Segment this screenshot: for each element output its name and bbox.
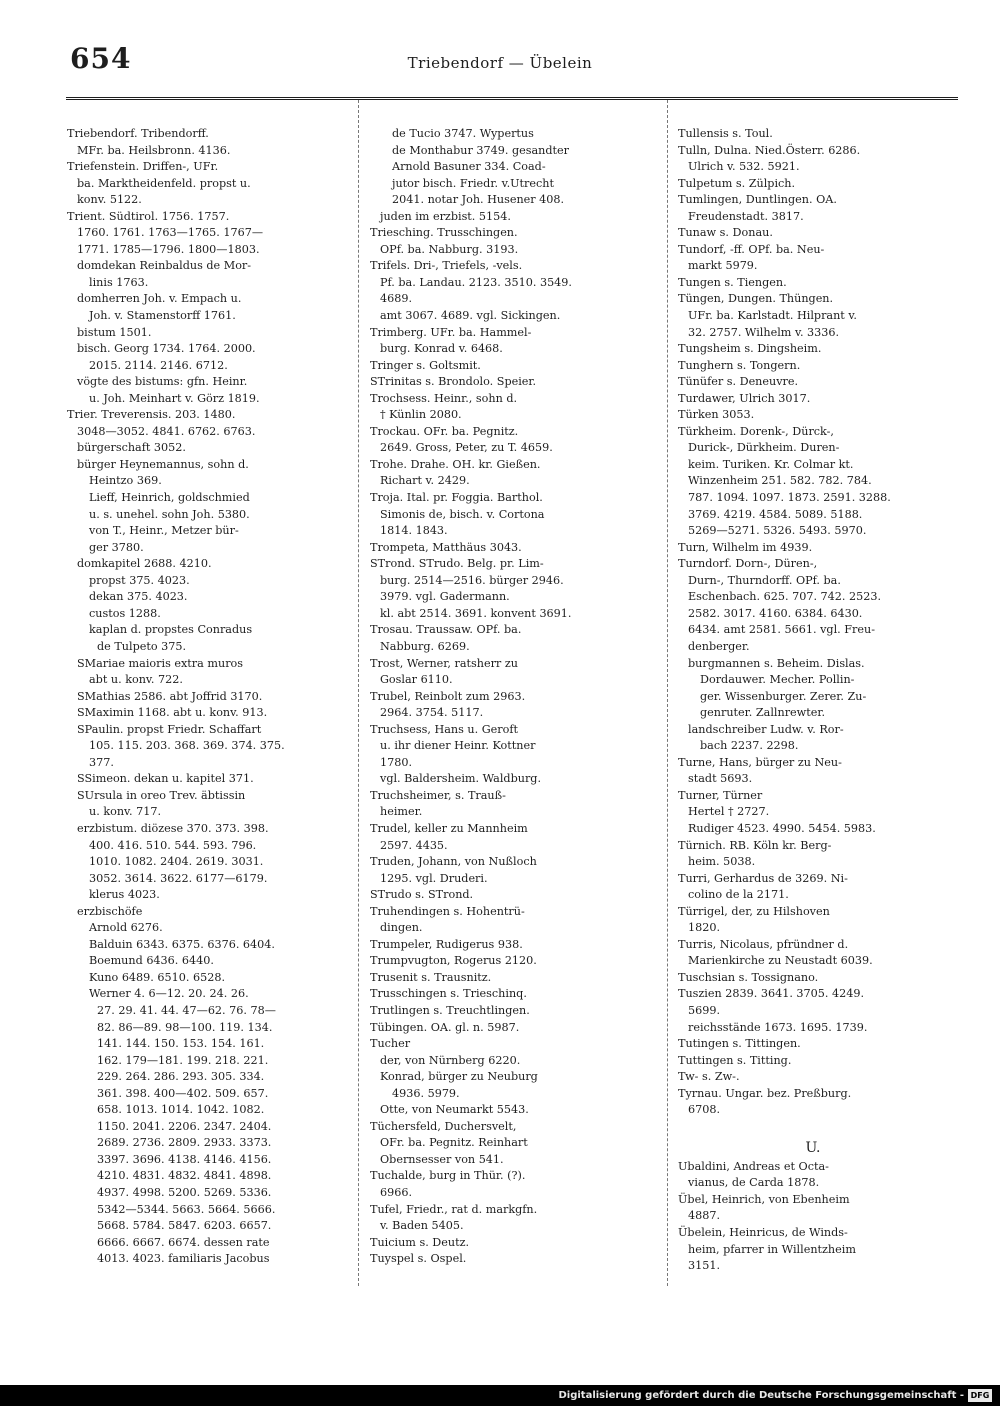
column-divider <box>667 100 668 1286</box>
index-entry: Tundorf, -ff. OPf. ba. Neu- <box>678 242 825 256</box>
index-subline: 5342—5344. 5663. 5664. 5666. <box>97 1202 276 1216</box>
index-subline: von T., Heinr., Metzer bür- <box>89 524 239 538</box>
index-subline: vgl. Baldersheim. Waldburg. <box>380 772 542 786</box>
index-subline: propst 375. 4023. <box>89 573 190 587</box>
index-subline: Freudenstadt. 3817. <box>688 209 804 223</box>
column-divider <box>358 100 359 1286</box>
index-entry: Turn, Wilhelm im 4939. <box>678 540 813 554</box>
index-subline: Konrad, bürger zu Neuburg <box>380 1070 538 1084</box>
index-subline: landschreiber Ludw. v. Ror- <box>688 722 844 736</box>
index-subline: v. Baden 5405. <box>380 1219 464 1233</box>
index-subline: ba. Marktheidenfeld. propst u. <box>77 176 251 190</box>
index-entry: Triesching. Trusschingen. <box>370 226 518 240</box>
index-subline: SMariae maioris extra muros <box>77 656 244 670</box>
index-subline: SSimeon. dekan u. kapitel 371. <box>77 772 254 786</box>
index-entry: Triebendorf. Tribendorff. <box>67 127 209 140</box>
index-subline: de Monthabur 3749. gesandter <box>392 143 569 157</box>
digitization-footer <box>0 1385 1000 1406</box>
index-subline: 2582. 3017. 4160. 6384. 6430. <box>688 606 863 620</box>
index-entry: Trutlingen s. Treuchtlingen. <box>370 1003 530 1017</box>
index-subline: u. s. unehel. sohn Joh. 5380. <box>89 507 250 521</box>
running-title: Triebendorf — Übelein <box>407 54 593 72</box>
index-entry: Ubaldini, Andreas et Octa- <box>678 1159 829 1173</box>
index-subline: colino de la 2171. <box>688 888 789 902</box>
index-subline: burg. Konrad v. 6468. <box>380 342 503 356</box>
section-gap <box>678 1119 948 1137</box>
index-entry: Trosau. Traussaw. OPf. ba. <box>370 623 522 637</box>
index-entry: Tungen s. Tiengen. <box>678 275 787 289</box>
index-subline: Obernsesser von 541. <box>380 1152 504 1166</box>
index-entry: Truchsess, Hans u. Geroft <box>370 722 518 736</box>
index-subline: Arnold Basuner 334. Coad- <box>392 160 546 174</box>
index-subline: 5668. 5784. 5847. 6203. 6657. <box>97 1219 272 1233</box>
index-subline: SMathias 2586. abt Joffrid 3170. <box>77 689 263 703</box>
index-subline: Goslar 6110. <box>380 673 453 687</box>
index-subline: Eschenbach. 625. 707. 742. 2523. <box>688 590 882 604</box>
index-subline: reichsstände 1673. 1695. 1739. <box>688 1020 868 1034</box>
index-column-2 <box>370 126 640 1268</box>
index-subline: Winzenheim 251. 582. 782. 784. <box>688 474 872 488</box>
index-entry: Trochsess. Heinr., sohn d. <box>370 391 518 405</box>
index-subline: SMaximin 1168. abt u. konv. 913. <box>77 706 268 720</box>
index-entry: Turri, Gerhardus de 3269. Ni- <box>678 871 848 885</box>
index-subline: domdekan Reinbaldus de Mor- <box>77 259 252 273</box>
index-subline: burg. 2514—2516. bürger 2946. <box>380 573 564 587</box>
index-subline: custos 1288. <box>89 606 161 620</box>
index-entry: Triefenstein. Driffen-, UFr. <box>67 160 219 174</box>
index-subline: Arnold 6276. <box>89 921 163 935</box>
index-entry: Trusenit s. Trausnitz. <box>370 970 492 984</box>
index-subline: 1150. 2041. 2206. 2347. 2404. <box>97 1119 272 1133</box>
index-subline: Otte, von Neumarkt 5543. <box>380 1103 529 1117</box>
index-subline: 141. 144. 150. 153. 154. 161. <box>97 1037 265 1051</box>
index-subline: Rudiger 4523. 4990. 5454. 5983. <box>688 821 876 835</box>
index-entry: Trudel, keller zu Mannheim <box>370 821 528 835</box>
index-subline: 3979. vgl. Gadermann. <box>380 590 510 604</box>
index-entry: Tw- s. Zw-. <box>678 1070 740 1084</box>
index-subline: 3048—3052. 4841. 6762. 6763. <box>77 424 256 438</box>
index-entry: Tungsheim s. Dingsheim. <box>678 342 822 356</box>
footer-credit: Digitalisierung gefördert durch die Deutsche Forschungsgemeinschaft - <box>558 1390 964 1401</box>
index-subline: 1814. 1843. <box>380 524 448 538</box>
index-subline: 6708. <box>688 1103 721 1117</box>
index-subline: domherren Joh. v. Empach u. <box>77 292 242 306</box>
index-subline: heim. 5038. <box>688 855 756 869</box>
index-subline: † Künlin 2080. <box>380 408 462 422</box>
index-subline: 2041. notar Joh. Husener 408. <box>392 193 565 207</box>
index-subline: 6966. <box>380 1186 413 1199</box>
index-subline: ger 3780. <box>89 540 144 554</box>
index-entry: Tübingen. OA. gl. n. 5987. <box>370 1020 520 1034</box>
index-subline: 787. 1094. 1097. 1873. 2591. 3288. <box>688 491 891 505</box>
index-subline: 4936. 5979. <box>392 1086 460 1100</box>
index-subline: 6666. 6667. 6674. dessen rate <box>97 1235 270 1249</box>
index-subline: 82. 86—89. 98—100. 119. 134. <box>97 1020 273 1034</box>
index-entry: Tyrnau. Ungar. bez. Preßburg. <box>678 1086 852 1100</box>
index-entry: Turndorf. Dorn-, Düren-, <box>678 557 818 571</box>
index-entry: Tufel, Friedr., rat d. markgfn. <box>370 1202 538 1216</box>
index-subline: u. ihr diener Heinr. Kottner <box>380 739 536 753</box>
index-subline: heimer. <box>380 805 423 819</box>
index-entry: Übel, Heinrich, von Ebenheim <box>678 1192 850 1206</box>
index-subline: 162. 179—181. 199. 218. 221. <box>97 1053 269 1067</box>
index-subline: 32. 2757. Wilhelm v. 3336. <box>688 325 840 339</box>
index-subline: linis 1763. <box>89 275 149 289</box>
index-subline: Richart v. 2429. <box>380 474 470 488</box>
index-subline: bach 2237. 2298. <box>700 739 799 753</box>
index-entry: Türken 3053. <box>678 408 755 422</box>
index-entry: Türkheim. Dorenk-, Dürck-, <box>678 424 834 438</box>
index-subline: klerus 4023. <box>89 888 160 902</box>
index-subline: abt u. konv. 722. <box>89 673 183 687</box>
index-subline: keim. Turiken. Kr. Colmar kt. <box>688 457 854 471</box>
index-subline: dingen. <box>380 921 423 935</box>
index-subline: 27. 29. 41. 44. 47—62. 76. 78— <box>97 1003 276 1017</box>
index-subline: 229. 264. 286. 293. 305. 334. <box>97 1070 265 1084</box>
index-entry: Trohe. Drahe. OH. kr. Gießen. <box>370 457 541 471</box>
index-subline: UFr. ba. Karlstadt. Hilprant v. <box>688 309 857 323</box>
index-entry: Übelein, Heinricus, de Winds- <box>678 1226 848 1239</box>
index-subline: vianus, de Carda 1878. <box>688 1176 820 1190</box>
index-entry: Truden, Johann, von Nußloch <box>370 855 537 869</box>
index-subline: dekan 375. 4023. <box>89 590 188 604</box>
index-subline: Ulrich v. 532. 5921. <box>688 160 800 174</box>
section-heading: U. <box>805 1139 821 1156</box>
index-subline: 105. 115. 203. 368. 369. 374. 375. <box>89 739 285 753</box>
index-subline: 1760. 1761. 1763—1765. 1767— <box>77 226 264 240</box>
index-subline: 2597. 4435. <box>380 838 448 852</box>
index-subline: jutor bisch. Friedr. v.Utrecht <box>392 176 554 190</box>
index-subline: burgmannen s. Beheim. Dislas. <box>688 656 865 670</box>
index-subline: MFr. ba. Heilsbronn. 4136. <box>77 143 231 157</box>
header-rule <box>66 97 958 100</box>
index-subline: denberger. <box>688 639 750 653</box>
index-entry: Türnich. RB. Köln kr. Berg- <box>678 838 832 852</box>
index-entry: Tulln, Dulna. Nied.Österr. 6286. <box>678 143 861 157</box>
index-entry: Trifels. Dri-, Triefels, -vels. <box>370 259 523 273</box>
index-entry: Tulpetum s. Zülpich. <box>678 176 796 190</box>
index-subline: bistum 1501. <box>77 325 152 339</box>
index-subline: kaplan d. propstes Conradus <box>89 623 253 637</box>
index-subline: Marienkirche zu Neustadt 6039. <box>688 954 873 968</box>
index-subline: markt 5979. <box>688 259 758 273</box>
index-subline: u. Joh. Meinhart v. Görz 1819. <box>89 391 260 405</box>
index-entry: Tunghern s. Tongern. <box>678 358 801 372</box>
index-subline: de Tucio 3747. Wypertus <box>392 127 534 140</box>
index-entry: STrond. STrudo. Belg. pr. Lim- <box>370 557 544 571</box>
index-subline: der, von Nürnberg 6220. <box>380 1053 521 1067</box>
index-entry: Tünüfer s. Deneuvre. <box>678 375 799 389</box>
index-subline: Durick-, Dürkheim. Duren- <box>688 441 840 455</box>
index-entry: Tüchersfeld, Duchersvelt, <box>370 1119 517 1133</box>
index-subline: 1295. vgl. Druderi. <box>380 871 488 885</box>
index-subline: OPf. ba. Nabburg. 3193. <box>380 242 519 256</box>
index-entry: Tutingen s. Tittingen. <box>678 1037 801 1051</box>
index-subline: genruter. Zallnrewter. <box>700 706 826 720</box>
index-subline: heim, pfarrer in Willentzheim <box>688 1242 856 1256</box>
index-subline: 5269—5271. 5326. 5493. 5970. <box>688 524 867 538</box>
index-entry: Tuicium s. Deutz. <box>370 1235 470 1249</box>
index-entry: Tunaw s. Donau. <box>678 226 773 240</box>
index-subline: Dordauwer. Mecher. Pollin- <box>700 673 855 687</box>
index-entry: Turdawer, Ulrich 3017. <box>678 391 811 405</box>
index-subline: domkapitel 2688. 4210. <box>77 557 212 571</box>
index-entry: Tuchalde, burg in Thür. (?). <box>370 1169 526 1183</box>
index-entry: Tullensis s. Toul. <box>678 127 773 140</box>
index-subline: Joh. v. Stamenstorff 1761. <box>89 309 236 323</box>
page-number: 654 <box>70 42 132 75</box>
index-entry: Tucher <box>370 1037 411 1051</box>
index-entry: Türrigel, der, zu Hilshoven <box>678 904 830 918</box>
index-subline: Balduin 6343. 6375. 6376. 6404. <box>89 937 275 951</box>
index-subline: 6434. amt 2581. 5661. vgl. Freu- <box>688 623 875 637</box>
index-entry: Tüngen, Dungen. Thüngen. <box>678 292 834 306</box>
index-subline: kl. abt 2514. 3691. konvent 3691. <box>380 606 572 620</box>
index-subline: konv. 5122. <box>77 193 142 207</box>
index-subline: Kuno 6489. 6510. 6528. <box>89 970 226 984</box>
index-entry: Turris, Nicolaus, pfründner d. <box>678 937 849 951</box>
index-subline: Boemund 6436. 6440. <box>89 954 214 968</box>
index-subline: 658. 1013. 1014. 1042. 1082. <box>97 1103 265 1117</box>
index-subline: bürgerschaft 3052. <box>77 441 186 455</box>
index-subline: amt 3067. 4689. vgl. Sickingen. <box>380 309 561 323</box>
index-subline: Heintzo 369. <box>89 474 162 488</box>
index-subline: 2689. 2736. 2809. 2933. 3373. <box>97 1136 272 1150</box>
dfg-logo-icon: DFG <box>968 1389 992 1402</box>
index-subline: erzbischöfe <box>77 904 143 918</box>
index-entry: STrinitas s. Brondolo. Speier. <box>370 375 537 389</box>
index-entry: Trompeta, Matthäus 3043. <box>370 540 522 554</box>
index-subline: SPaulin. propst Friedr. Schaffart <box>77 722 262 736</box>
index-subline: juden im erzbist. 5154. <box>380 209 511 223</box>
index-entry: Trusschingen s. Trieschinq. <box>370 987 527 1001</box>
index-subline: 3769. 4219. 4584. 5089. 5188. <box>688 507 863 521</box>
index-subline: Durn-, Thurndorff. OPf. ba. <box>688 573 841 587</box>
index-entry: Truhendingen s. Hohentrü- <box>370 904 525 918</box>
index-subline: 2649. Gross, Peter, zu T. 4659. <box>380 441 553 455</box>
index-subline: 361. 398. 400—402. 509. 657. <box>97 1086 269 1100</box>
index-entry: Turner, Türner <box>678 788 763 802</box>
index-subline: 2015. 2114. 2146. 6712. <box>89 358 228 372</box>
index-entry: Trumpeler, Rudigerus 938. <box>370 937 523 951</box>
index-subline: OFr. ba. Pegnitz. Reinhart <box>380 1136 528 1150</box>
index-subline: 4689. <box>380 292 413 306</box>
index-subline: 1771. 1785—1796. 1800—1803. <box>77 242 260 256</box>
index-subline: ger. Wissenburger. Zerer. Zu- <box>700 689 867 703</box>
index-entry: Tumlingen, Duntlingen. OA. <box>678 193 837 207</box>
index-column-3 <box>678 126 948 1275</box>
index-subline: erzbistum. diözese 370. 373. 398. <box>77 821 269 835</box>
index-entry: Trost, Werner, ratsherr zu <box>370 656 518 670</box>
index-column-1 <box>67 126 337 1268</box>
index-entry: Trimberg. UFr. ba. Hammel- <box>370 325 532 339</box>
index-subline: Pf. ba. Landau. 2123. 3510. 3549. <box>380 275 572 289</box>
index-subline: Werner 4. 6—12. 20. 24. 26. <box>89 987 249 1001</box>
index-subline: Nabburg. 6269. <box>380 639 470 653</box>
index-subline: 2964. 3754. 5117. <box>380 706 484 720</box>
index-entry: Tuschsian s. Tossignano. <box>678 970 819 984</box>
index-subline: 400. 416. 510. 544. 593. 796. <box>89 838 257 852</box>
index-entry: Troja. Ital. pr. Foggia. Barthol. <box>370 491 543 505</box>
index-entry: Turne, Hans, bürger zu Neu- <box>678 755 842 769</box>
index-subline: 4887. <box>688 1209 721 1223</box>
index-subline: bisch. Georg 1734. 1764. 2000. <box>77 342 256 356</box>
index-entry: Tuszien 2839. 3641. 3705. 4249. <box>678 987 865 1001</box>
index-entry: STrudo s. STrond. <box>370 888 474 902</box>
index-entry: Tuyspel s. Ospel. <box>370 1252 467 1266</box>
index-entry: Truchsheimer, s. Trauß- <box>370 788 506 802</box>
index-subline: 377. <box>89 755 114 769</box>
index-subline: 5699. <box>688 1003 721 1017</box>
index-subline: SUrsula in oreo Trev. äbtissin <box>77 788 246 802</box>
index-subline: de Tulpeto 375. <box>97 639 187 653</box>
index-entry: Tuttingen s. Titting. <box>678 1053 792 1067</box>
index-entry: Trubel, Reinbolt zum 2963. <box>370 689 526 703</box>
index-subline: Hertel † 2727. <box>688 805 770 819</box>
index-subline: Simonis de, bisch. v. Cortona <box>380 507 545 521</box>
index-subline: 3397. 3696. 4138. 4146. 4156. <box>97 1152 272 1166</box>
index-entry: Trient. Südtirol. 1756. 1757. <box>67 209 230 223</box>
index-subline: 4937. 4998. 5200. 5269. 5336. <box>97 1186 272 1199</box>
index-entry: Trumpvugton, Rogerus 2120. <box>370 954 537 968</box>
index-subline: 1010. 1082. 2404. 2619. 3031. <box>89 855 264 869</box>
index-subline: Lieff, Heinrich, goldschmied <box>89 491 250 505</box>
index-subline: stadt 5693. <box>688 772 753 786</box>
index-subline: 4013. 4023. familiaris Jacobus <box>97 1252 270 1266</box>
index-subline: 1780. <box>380 755 413 769</box>
index-subline: 4210. 4831. 4832. 4841. 4898. <box>97 1169 272 1183</box>
index-subline: 3052. 3614. 3622. 6177—6179. <box>89 871 268 885</box>
index-entry: Tringer s. Goltsmit. <box>370 358 481 372</box>
index-subline: 1820. <box>688 921 721 935</box>
index-entry: Trier. Treverensis. 203. 1480. <box>67 408 236 422</box>
index-subline: 3151. <box>688 1259 721 1273</box>
index-subline: bürger Heynemannus, sohn d. <box>77 457 249 471</box>
index-entry: Trockau. OFr. ba. Pegnitz. <box>370 424 519 438</box>
index-subline: vögte des bistums: gfn. Heinr. <box>77 375 248 389</box>
index-subline: u. konv. 717. <box>89 805 162 819</box>
